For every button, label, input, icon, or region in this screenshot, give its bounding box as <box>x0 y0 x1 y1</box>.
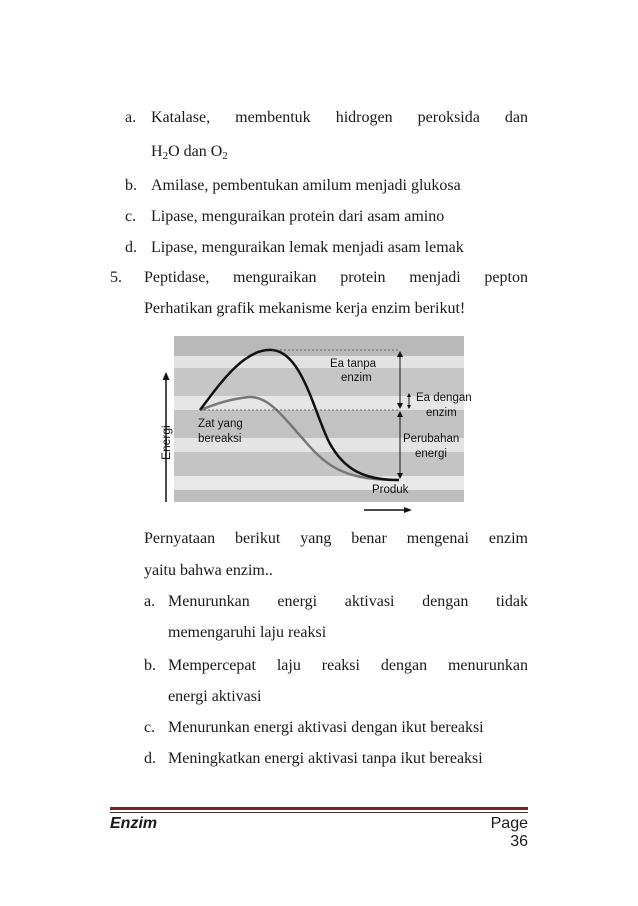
reactant-label-line-1: Zat yang <box>198 418 243 430</box>
q5-option-d-label: d. <box>144 750 156 767</box>
question-5-number: 5. <box>110 269 122 286</box>
word: reaksi <box>321 657 360 674</box>
word: berikut <box>235 530 281 547</box>
question-5-prompt: Perhatikan grafik mekanisme kerja enzim berikut! <box>144 300 466 317</box>
x-axis-arrowhead <box>404 507 412 513</box>
q5-option-a-continuation: memengaruhi laju reaksi <box>168 624 327 641</box>
ea-with-label-line-2: enzim <box>426 407 457 419</box>
q4-option-a-text <box>151 108 528 128</box>
word: hidrogen <box>335 109 393 126</box>
word: dengan <box>380 657 428 674</box>
word: mengenai <box>406 530 469 547</box>
diagram-band <box>174 476 464 490</box>
footer-rule-thick <box>110 807 528 810</box>
word: Menurunkan <box>168 593 250 610</box>
word: peroksida <box>417 109 480 126</box>
word: Pernyataan <box>144 530 216 547</box>
footer-chapter-title: Enzim <box>110 815 158 832</box>
footer-rule-thin <box>110 812 528 813</box>
energy-change-label-line-1: Perubahan <box>403 433 460 445</box>
footer-page-number: Page 36 <box>490 815 528 850</box>
reactant-label-line-2: bereaksi <box>198 433 242 445</box>
word: energi <box>277 593 318 610</box>
q4-option-d-text: Lipase, menguraikan lemak menjadi asam lemak <box>151 239 464 256</box>
word: Katalase, <box>151 109 211 126</box>
word: pepton <box>484 269 528 286</box>
q5-option-d-text: Meningkatkan energi aktivasi tanpa ikut bereaksi <box>168 750 483 767</box>
q4-option-a-continuation: $H_2O$ dan $O_2$ <box>151 143 228 162</box>
q5-option-b-text <box>168 656 528 676</box>
word: Mempercepat <box>168 657 256 674</box>
question-5-text <box>144 268 528 288</box>
word: menjadi <box>409 269 461 286</box>
q5-option-c-text: Menurunkan energi aktivasi dengan ikut bereaksi <box>168 719 484 736</box>
q5-option-c-label: c. <box>144 719 156 736</box>
q5-option-a-label: a. <box>144 593 156 610</box>
q5-option-b-label: b. <box>144 657 156 674</box>
energy-change-label-line-2: energi <box>415 448 447 460</box>
q5-option-b-continuation: energi aktivasi <box>168 688 262 705</box>
enzyme-energy-diagram <box>144 330 472 515</box>
y-axis-arrowhead <box>163 372 170 380</box>
ea-without-label-line-2: enzim <box>341 372 372 384</box>
word: yang <box>300 530 332 547</box>
statement-text <box>144 529 528 549</box>
word: dengan <box>422 593 469 610</box>
word: tidak <box>495 593 528 610</box>
word: membentuk <box>235 109 311 126</box>
product-label: Produk <box>372 484 409 496</box>
word: menurunkan <box>447 657 528 674</box>
diagram-band <box>174 490 464 502</box>
q5-option-a-text <box>168 592 528 612</box>
q4-option-a-label: a. <box>125 109 137 126</box>
q4-option-c-label: c. <box>125 208 137 225</box>
word: laju <box>276 657 301 674</box>
q4-option-b-label: b. <box>125 177 137 194</box>
word: protein <box>340 269 386 286</box>
ea-with-label-line-1: Ea dengan <box>416 392 472 404</box>
q4-option-b-text: Amilase, pembentukan amilum menjadi glukosa <box>151 177 461 194</box>
q4-option-c-text: Lipase, menguraikan protein dari asam amino <box>151 208 445 225</box>
word: Peptidase, <box>144 269 210 286</box>
word: benar <box>351 530 387 547</box>
diagram-band <box>174 336 464 356</box>
y-axis-label: Energi <box>159 425 173 460</box>
word: menguraikan <box>233 269 317 286</box>
diagram-band <box>174 356 464 368</box>
word: aktivasi <box>344 593 395 610</box>
ea-without-label-line-1: Ea tanpa <box>330 358 377 370</box>
word: enzim <box>488 530 528 547</box>
statement-continuation: yaitu bahwa enzim.. <box>144 562 273 579</box>
q4-option-d-label: d. <box>125 239 137 256</box>
word: dan <box>504 109 528 126</box>
